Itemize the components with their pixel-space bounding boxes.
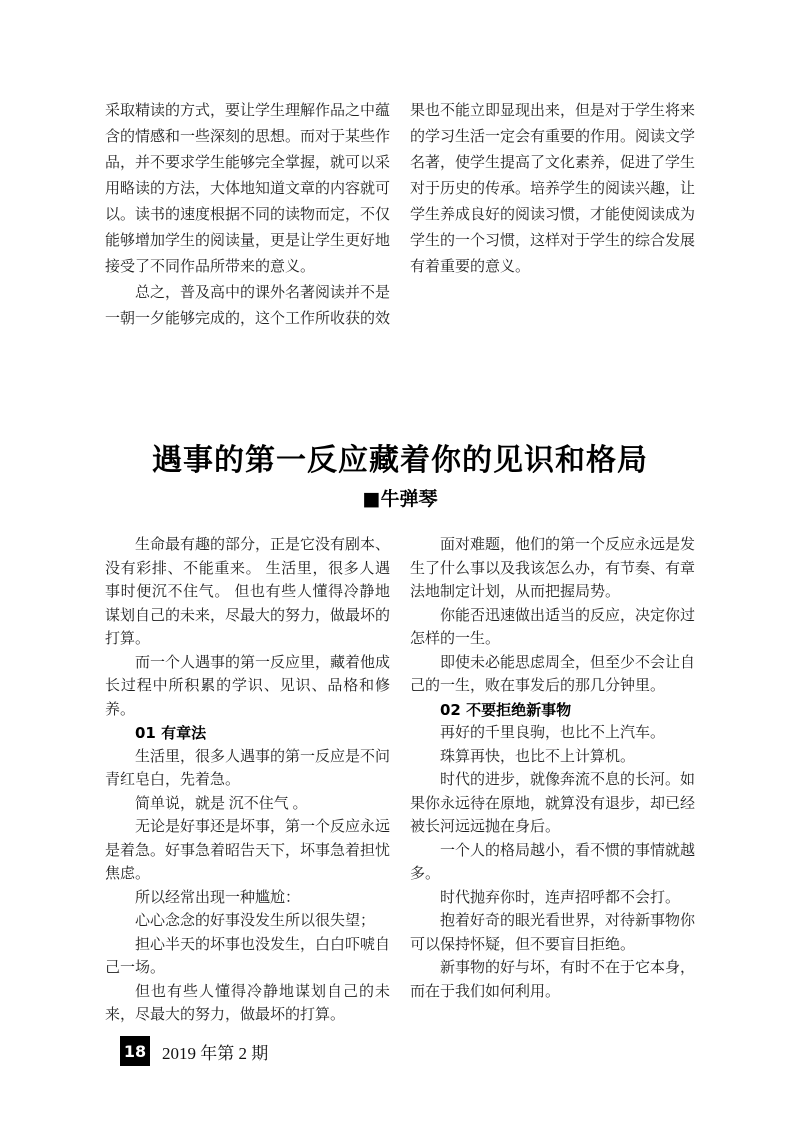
paragraph: 担心半天的坏事也没发生，白白吓唬自己一场。 bbox=[105, 936, 391, 976]
paragraph: 即使未必能思虑周全，但至少不会让自己的一生，败在事发后的那几分钟里。 bbox=[410, 654, 696, 694]
paragraph: 你能否迅速做出适当的反应，决定你过怎样的一生。 bbox=[410, 607, 696, 647]
paragraph: 一个人的格局越小，看不惯的事情就越多。 bbox=[410, 842, 696, 882]
paragraph: 果也不能立即显现出来，但是对于学生将来的学习生活一定会有重要的作用。阅读文学名著，使学生提高了文化素养，促进了学生对于历史的传承。培养学生的阅读兴趣，让学生养成良好的阅读习惯，才能使阅读成为学生的一个习惯，这样对于学生的综合发展有着重要的意义。 bbox=[410, 103, 696, 275]
feature-article bbox=[105, 442, 695, 1028]
top-article-right-column bbox=[410, 98, 695, 332]
paragraph: 生活里，很多人遇事的第一反应是不问青红皂白，先着急。 bbox=[105, 748, 391, 788]
paragraph: 时代抛弃你时，连声招呼都不会打。 bbox=[440, 889, 681, 906]
article-title: 遇事的第一反应藏着你的见识和格局 bbox=[152, 443, 648, 478]
paragraph: 新事物的好与坏，有时不在于它本身，而在于我们如何利用。 bbox=[410, 960, 696, 1000]
feature-left-column bbox=[105, 534, 390, 1028]
section-heading: 02 不要拒绝新事物 bbox=[440, 700, 572, 719]
page-footer bbox=[120, 1036, 268, 1066]
paragraph: 而一个人遇事的第一反应里，藏着他成长过程中所积累的学识、见识、品格和修养。 bbox=[105, 654, 391, 718]
feature-right-column bbox=[410, 534, 695, 1028]
paragraph: 心心念念的好事没发生所以很失望； bbox=[135, 913, 376, 929]
paragraph: 简单说，就是 沉不住气 。 bbox=[135, 795, 308, 812]
paragraph: 采取精读的方式，要让学生理解作品之中蕴含的情感和一些深刻的思想。而对于某些作品，并不要求学生能够完全掌握，就可以采用略读的方法，大体地知道文章的内容就可以。读书的速度根据不同的读物而定，不仅能够增加学生的阅读量，更是让学生更好地接受了不同作品所带来的意义。 bbox=[105, 103, 391, 275]
paragraph: 总之，普及高中的课外名著阅读并不是一朝一夕能够完成的，这个工作所收获的效 bbox=[105, 285, 391, 327]
paragraph: 所以经常出现一种尴尬： bbox=[135, 889, 301, 906]
article-author: ■牛弹琴 bbox=[362, 488, 438, 510]
section-heading: 01 有章法 bbox=[135, 724, 207, 742]
paragraph: 再好的千里良驹，也比不上汽车。 bbox=[440, 725, 666, 741]
feature-article-columns bbox=[105, 534, 695, 1028]
paragraph: 无论是好事还是坏事，第一个反应永远是着急。好事急着昭告天下，坏事急着担忧焦虑。 bbox=[105, 819, 391, 882]
page-number-badge: 18 bbox=[120, 1036, 150, 1066]
issue-label: 2019 年第 2 期 bbox=[162, 1043, 269, 1063]
top-article-left-column bbox=[105, 98, 390, 332]
paragraph: 面对难题，他们的第一个反应永远是发生了什么事以及我该怎么办，有节奏、有章法地制定计划，从而把握局势。 bbox=[410, 537, 696, 600]
paragraph: 抱着好奇的眼光看世界，对待新事物你可以保持怀疑，但不要盲目拒绝。 bbox=[410, 913, 696, 953]
paragraph: 珠算再快，也比不上计算机。 bbox=[440, 748, 636, 765]
paragraph: 时代的进步，就像奔流不息的长河。如果你永远待在原地，就算没有退步，却已经被长河远远抛在身后。 bbox=[410, 772, 696, 835]
top-article-continuation bbox=[105, 98, 695, 332]
paragraph: 但也有些人懂得冷静地谋划自己的未来，尽最大的努力，做最坏的打算。 bbox=[105, 983, 390, 1023]
paragraph: 生命最有趣的部分，正是它没有剧本、没有彩排、不能重来。 生活里，很多人遇事时便沉不住气。 但也有些人懂得冷静地谋划自己的未来，尽最大的努力，做最坏的打算。 bbox=[105, 537, 391, 647]
